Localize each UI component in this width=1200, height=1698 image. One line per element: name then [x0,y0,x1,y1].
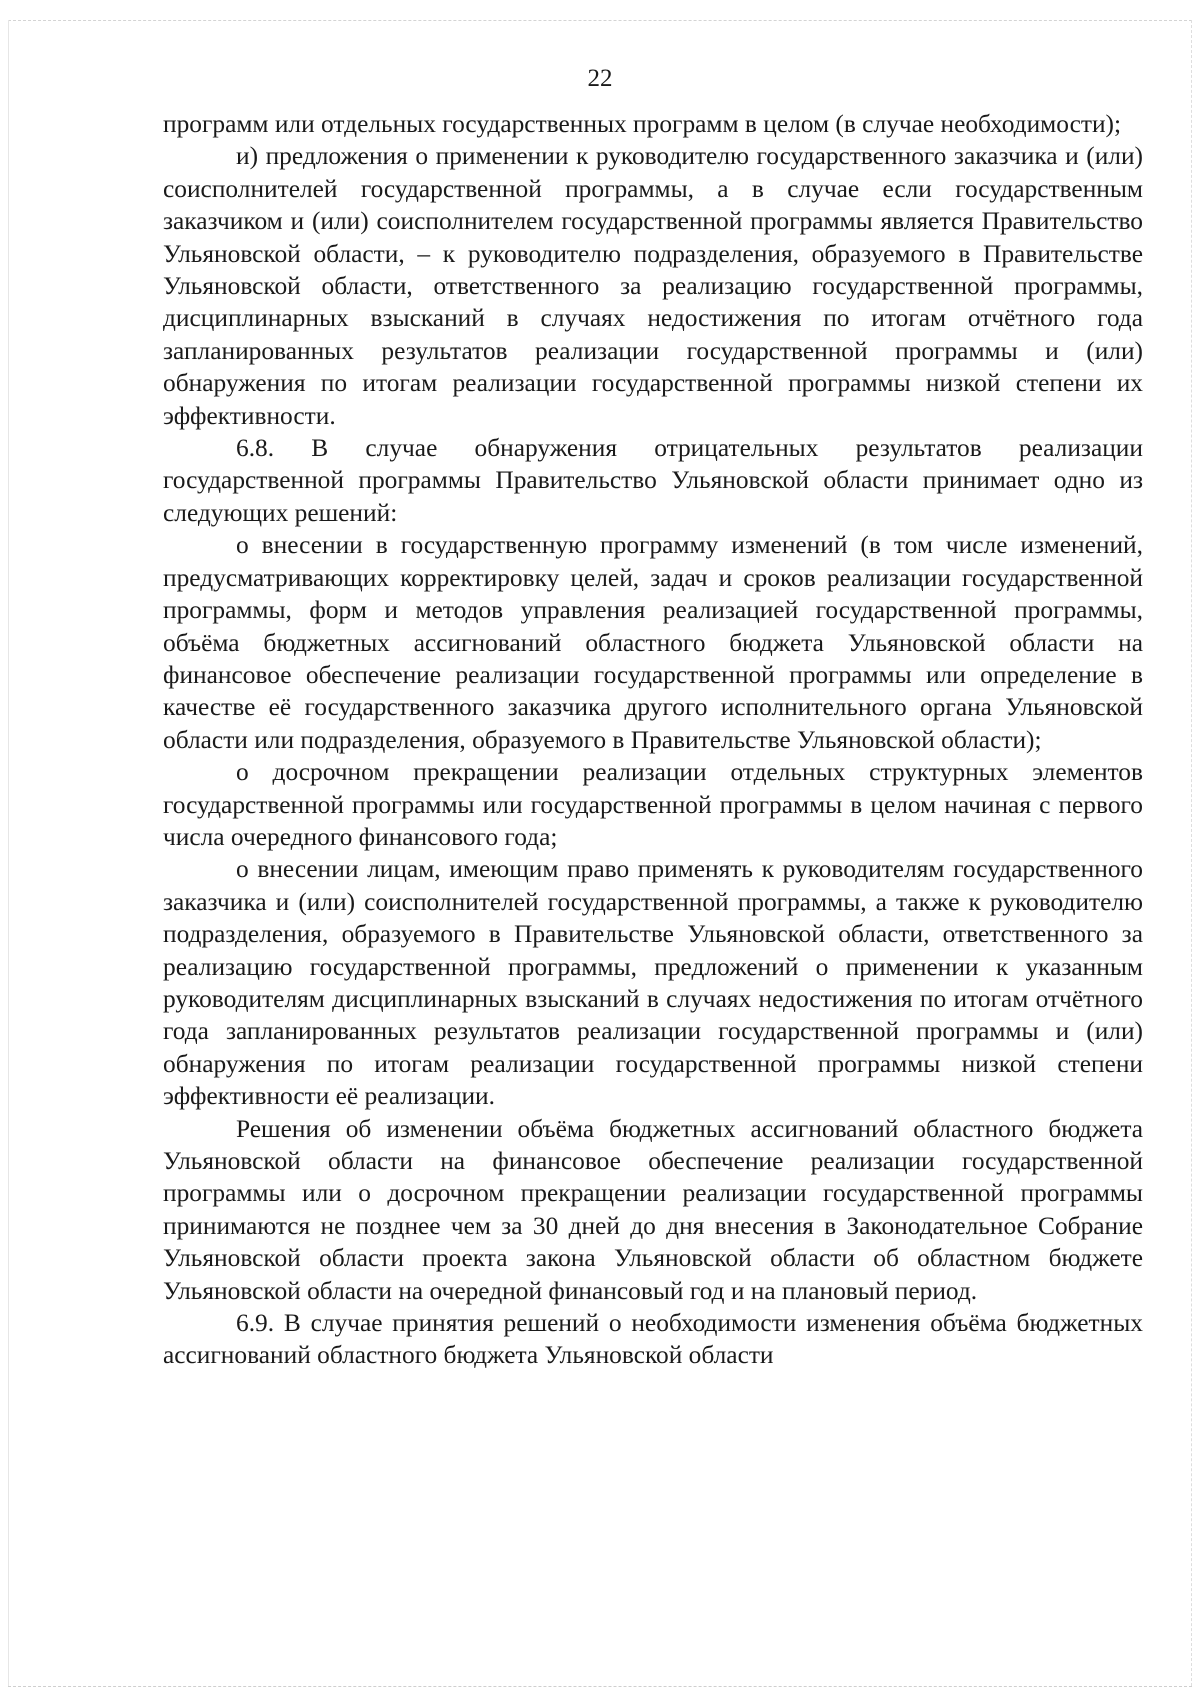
scan-edge-top [8,20,1192,21]
paragraph-decision-terminate: о досрочном прекращении реализации отдельных структурных элементов государственной программы или государственной программы в целом начиная с первого числа очередного финансового года; [163,758,1143,851]
paragraph-decisions-deadline: Решения об изменении объёма бюджетных ассигнований областного бюджета Ульяновской области на финансовое обеспечение реализации государственной программы или о досрочном прекращении реализации государственной программы принимаются не позднее чем за 30 дней до дня внесения в Законодательное Собрание Ульяновской области проекта закона Ульяновской области об областном бюджете Ульяновской области на очередной финансовый год и на плановый период. [163,1114,1143,1305]
scan-edge-left [8,20,9,1686]
document-body [163,108,1143,1372]
scan-edge-right [1191,20,1192,1686]
paragraph-6-8: 6.8. В случае обнаружения отрицательных результатов реализации государственной программы Правительство Ульяновской области принимает одно из следующих решений: [163,434,1143,527]
paragraph-decision-disciplinary: о внесении лицам, имеющим право применять к руководителям государственного заказчика и (или) соисполнителей государственной программы, а также к руководителю подразделения, образуемого в Правительстве Ульяновской области, ответственного за реализацию государственной программы, предложений о применении к указанным руководителям дисциплинарных взысканий в случаях недостижения по итогам отчётного года запланированных результатов реализации государственной программы и (или) обнаружения по итогам реализации государственной программы низкой степени эффективности её реализации. [163,855,1143,1111]
page-number: 22 [587,65,613,92]
scan-edge-bottom [8,1686,1192,1687]
paragraph-decision-amend: о внесении в государственную программу изменений (в том числе изменений, предусматривающих корректировку целей, задач и сроков реализации государственной программы, форм и методов управления реализацией государственной программы, объёма бюджетных ассигнований областного бюджета Ульяновской области на финансовое обеспечение реализации государственной программы или определение в качестве её государственного заказчика другого исполнительного органа Ульяновской области или подразделения, образуемого в Правительстве Ульяновской области); [163,531,1143,754]
paragraph-item-i: и) предложения о применении к руководителю государственного заказчика и (или) соисполнителей государственной программы, а в случае если государственным заказчиком и (или) соисполнителем государственной программы является Правительство Ульяновской области, – к руководителю подразделения, образуемого в Правительстве Ульяновской области, ответственного за реализацию государственной программы, дисциплинарных взысканий в случаях недостижения по итогам отчётного года запланированных результатов реализации государственной программы и (или) обнаружения по итогам реализации государственной программы низкой степени их эффективности. [163,142,1143,430]
paragraph-continuation: программ или отдельных государственных программ в целом (в случае необходимости); [163,110,1122,138]
paragraph-6-9: 6.9. В случае принятия решений о необходимости изменения объёма бюджетных ассигнований областного бюджета Ульяновской области [163,1309,1143,1370]
